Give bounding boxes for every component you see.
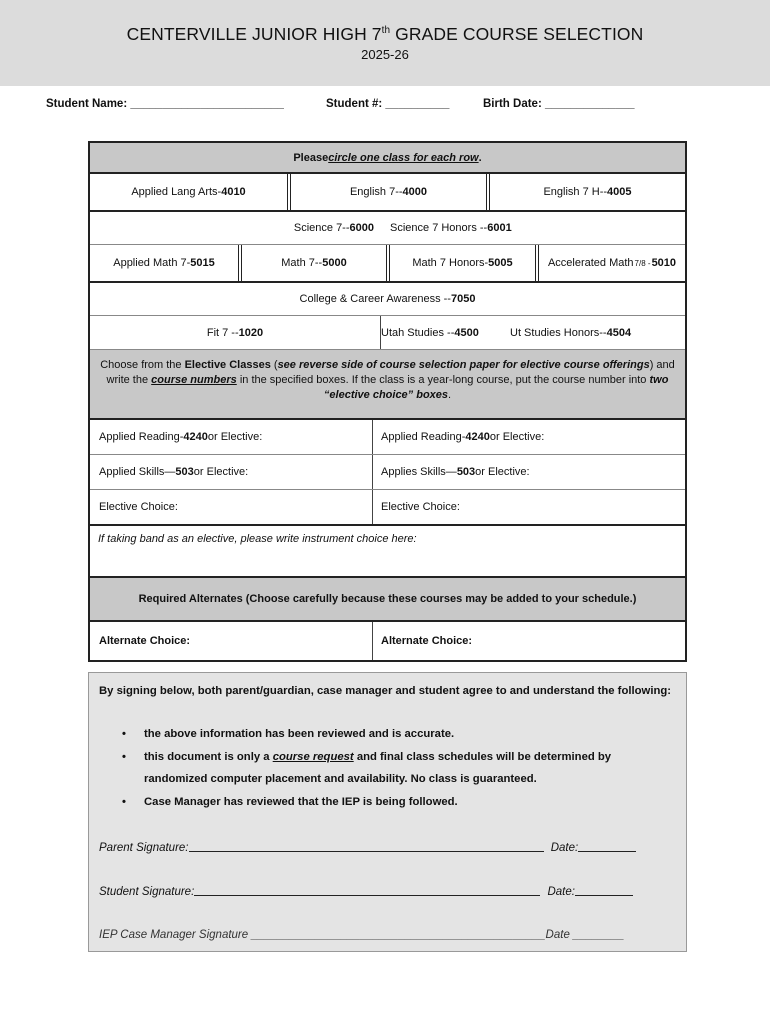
course-option-math-7-honors[interactable]: Math 7 Honors- 5005	[412, 257, 513, 269]
student-number-field[interactable]: Student #: __________	[326, 98, 450, 110]
instruction-row: Please circle one class for each row .	[90, 143, 685, 174]
elective-row	[90, 455, 685, 490]
course-option-english-7-honors[interactable]: English 7 H-- 4005	[543, 186, 632, 198]
alternates-header: Required Alternates (Choose carefully because these courses may be added to your schedule.)	[90, 578, 685, 622]
list-item: • this document is only a course request and final class schedules will be determined by randomized computer placement and availability. No class is guaranteed.	[122, 746, 672, 791]
elective-box-2[interactable]: Applied Reading- 4240 or Elective:	[381, 431, 545, 443]
language-arts-row	[90, 174, 685, 212]
band-note: If taking band as an elective, please write instrument choice here:	[98, 533, 417, 545]
list-item: • the above information has been reviewed and is accurate.	[122, 723, 672, 746]
student-name-field[interactable]: Student Name: ________________________	[46, 98, 284, 110]
course-option-applied-lang-arts[interactable]: Applied Lang Arts- 4010	[131, 186, 246, 198]
elective-choice-box-1[interactable]: Elective Choice:	[99, 501, 178, 513]
course-option-utah-studies[interactable]: Utah Studies -- 4500	[381, 326, 479, 339]
iep-signature-line[interactable]: IEP Case Manager Signature ______________________________________________Date ________	[99, 929, 625, 941]
elective-row	[90, 490, 685, 526]
parent-signature-line[interactable]: Parent Signature: Date:	[99, 840, 636, 854]
band-instrument-box[interactable]	[90, 526, 685, 578]
elective-box-3[interactable]: Applied Skills— 503 or Elective:	[99, 466, 249, 478]
elective-box-4[interactable]: Applies Skills— 503 or Elective:	[381, 466, 530, 478]
college-career-row	[90, 283, 685, 316]
course-option-fit-7[interactable]: Fit 7 -- 1020	[206, 326, 264, 339]
math-row	[90, 245, 685, 283]
elective-choice-box-2[interactable]: Elective Choice:	[381, 501, 460, 513]
signature-section	[88, 672, 687, 952]
school-year: 2025-26	[361, 47, 409, 62]
alternate-choice-2[interactable]: Alternate Choice:	[381, 635, 473, 647]
elective-box-1[interactable]: Applied Reading- 4240 or Elective:	[99, 431, 263, 443]
course-option-science-7-honors[interactable]: Science 7 Honors -- 6001	[390, 222, 512, 234]
elective-instructions: Choose from the Elective Classes (see reverse side of course selection paper for elective course offerings) and write the course numbers in the specified boxes. If the class is a year-long course, put the course number into two “elective choice” boxes.	[90, 350, 685, 420]
course-selection-table	[88, 141, 687, 662]
course-option-english-7[interactable]: English 7-- 4000	[349, 186, 428, 198]
course-option-accelerated-math[interactable]: Accelerated Math 7/8 - 5010	[547, 257, 677, 269]
course-option-applied-math-7[interactable]: Applied Math 7- 5015	[113, 257, 215, 269]
elective-row	[90, 420, 685, 455]
list-item: • Case Manager has reviewed that the IEP is being followed.	[122, 791, 672, 814]
course-option-college-career[interactable]: College & Career Awareness -- 7050	[299, 293, 476, 305]
fit-utah-row	[90, 316, 685, 350]
student-signature-line[interactable]: Student Signature: Date:	[99, 884, 633, 898]
course-option-math-7[interactable]: Math 7-- 5000	[281, 257, 347, 269]
birth-date-field[interactable]: Birth Date: ______________	[483, 98, 635, 110]
alternate-choice-1[interactable]: Alternate Choice:	[99, 635, 191, 647]
course-option-science-7[interactable]: Science 7-- 6000	[293, 222, 374, 234]
alternates-row	[90, 622, 685, 660]
agreement-list	[122, 723, 672, 813]
science-row	[90, 212, 685, 245]
course-option-utah-studies-honors[interactable]: Ut Studies Honors-- 4504	[510, 326, 632, 339]
page-title: CENTERVILLE JUNIOR HIGH 7th GRADE COURSE SELECTION	[126, 24, 644, 44]
agreement-intro: By signing below, both parent/guardian, case manager and student agree to and understand the following:	[99, 685, 672, 697]
